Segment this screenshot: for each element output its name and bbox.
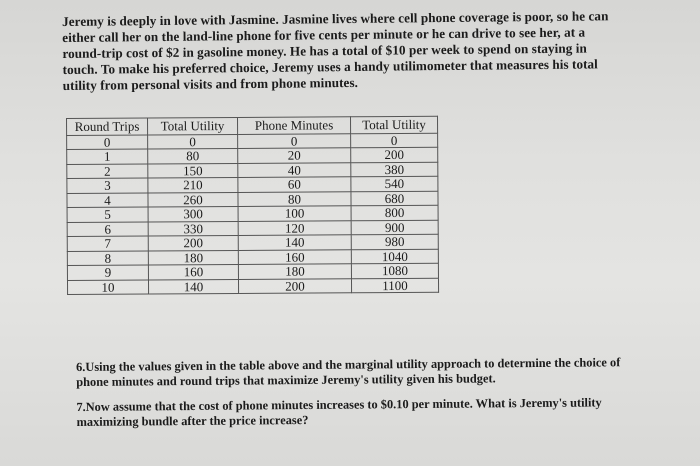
cell-phone-minutes: 40 [238, 162, 351, 177]
question-7: 7.Now assume that the cost of phone minutes increases to $0.10 per minute. What is Jeremy's utility maximizing bundle after the price increase? [76, 395, 602, 429]
cell-round-trips: 2 [67, 164, 148, 179]
cell-phone-minutes: 60 [238, 177, 351, 192]
cell-total-utility-trips: 0 [148, 134, 238, 149]
intro-text: Jeremy is deeply in love with Jasmine. Jasmine lives where cell phone coverage is poor, so he can either call her on the land-line phone for five cents per minute or he can drive to see her, at a round-trip cost of $2 in gasoline money. He has a total of $10 per week to spend on staying in touch. To make his preferred choice, Jeremy uses a handy utilimometer that measures his total utility from personal visits and from phone minutes. [62, 8, 609, 93]
header-phone-minutes: Phone Minutes [237, 117, 350, 134]
cell-total-utility-trips: 200 [148, 235, 238, 250]
cell-phone-minutes: 0 [238, 133, 351, 148]
cell-phone-minutes: 20 [238, 148, 351, 163]
questions-section [76, 355, 637, 440]
intro-paragraph [62, 8, 623, 94]
cell-round-trips: 10 [67, 279, 148, 294]
cell-total-utility-minutes: 1080 [351, 263, 438, 278]
cell-round-trips: 5 [67, 207, 148, 222]
cell-total-utility-trips: 180 [148, 250, 238, 265]
utility-table-container [66, 116, 439, 295]
cell-total-utility-minutes: 0 [351, 133, 438, 148]
cell-total-utility-minutes: 1100 [351, 278, 438, 293]
header-round-trips: Round Trips [67, 118, 148, 135]
question-6: 6.Using the values given in the table above and the marginal utility approach to determine the choice of phone minutes and round trips that maximize Jeremy's utility given his budget. [76, 355, 621, 389]
cell-round-trips: 4 [67, 193, 148, 208]
cell-total-utility-trips: 330 [148, 221, 238, 236]
cell-round-trips: 0 [67, 135, 148, 150]
header-total-utility-trips: Total Utility [148, 117, 238, 134]
cell-phone-minutes: 100 [238, 206, 351, 221]
table-body [67, 133, 439, 295]
cell-phone-minutes: 180 [238, 264, 351, 279]
cell-round-trips: 3 [67, 178, 148, 193]
cell-round-trips: 7 [67, 236, 148, 251]
cell-phone-minutes: 160 [238, 249, 351, 264]
cell-round-trips: 9 [67, 265, 148, 280]
cell-phone-minutes: 80 [238, 191, 351, 206]
cell-total-utility-minutes: 540 [351, 176, 438, 191]
header-total-utility-minutes: Total Utility [350, 116, 437, 133]
cell-total-utility-trips: 160 [148, 264, 238, 279]
cell-total-utility-trips: 140 [148, 279, 238, 294]
cell-total-utility-trips: 210 [148, 177, 238, 192]
cell-round-trips: 6 [67, 222, 148, 237]
cell-total-utility-minutes: 1040 [351, 249, 438, 264]
cell-round-trips: 8 [67, 250, 148, 265]
cell-phone-minutes: 120 [238, 220, 351, 235]
cell-round-trips: 1 [67, 149, 148, 164]
cell-total-utility-minutes: 980 [351, 234, 438, 249]
cell-total-utility-minutes: 380 [351, 162, 438, 177]
cell-phone-minutes: 140 [238, 235, 351, 250]
cell-phone-minutes: 200 [238, 278, 351, 293]
cell-total-utility-trips: 260 [148, 192, 238, 207]
cell-total-utility-minutes: 900 [351, 220, 438, 235]
utility-table [66, 116, 439, 295]
cell-total-utility-trips: 80 [148, 148, 238, 163]
cell-total-utility-minutes: 800 [351, 205, 438, 220]
cell-total-utility-minutes: 680 [351, 191, 438, 206]
cell-total-utility-trips: 300 [148, 206, 238, 221]
cell-total-utility-trips: 150 [148, 163, 238, 178]
cell-total-utility-minutes: 200 [351, 147, 438, 162]
table-row [67, 278, 438, 295]
